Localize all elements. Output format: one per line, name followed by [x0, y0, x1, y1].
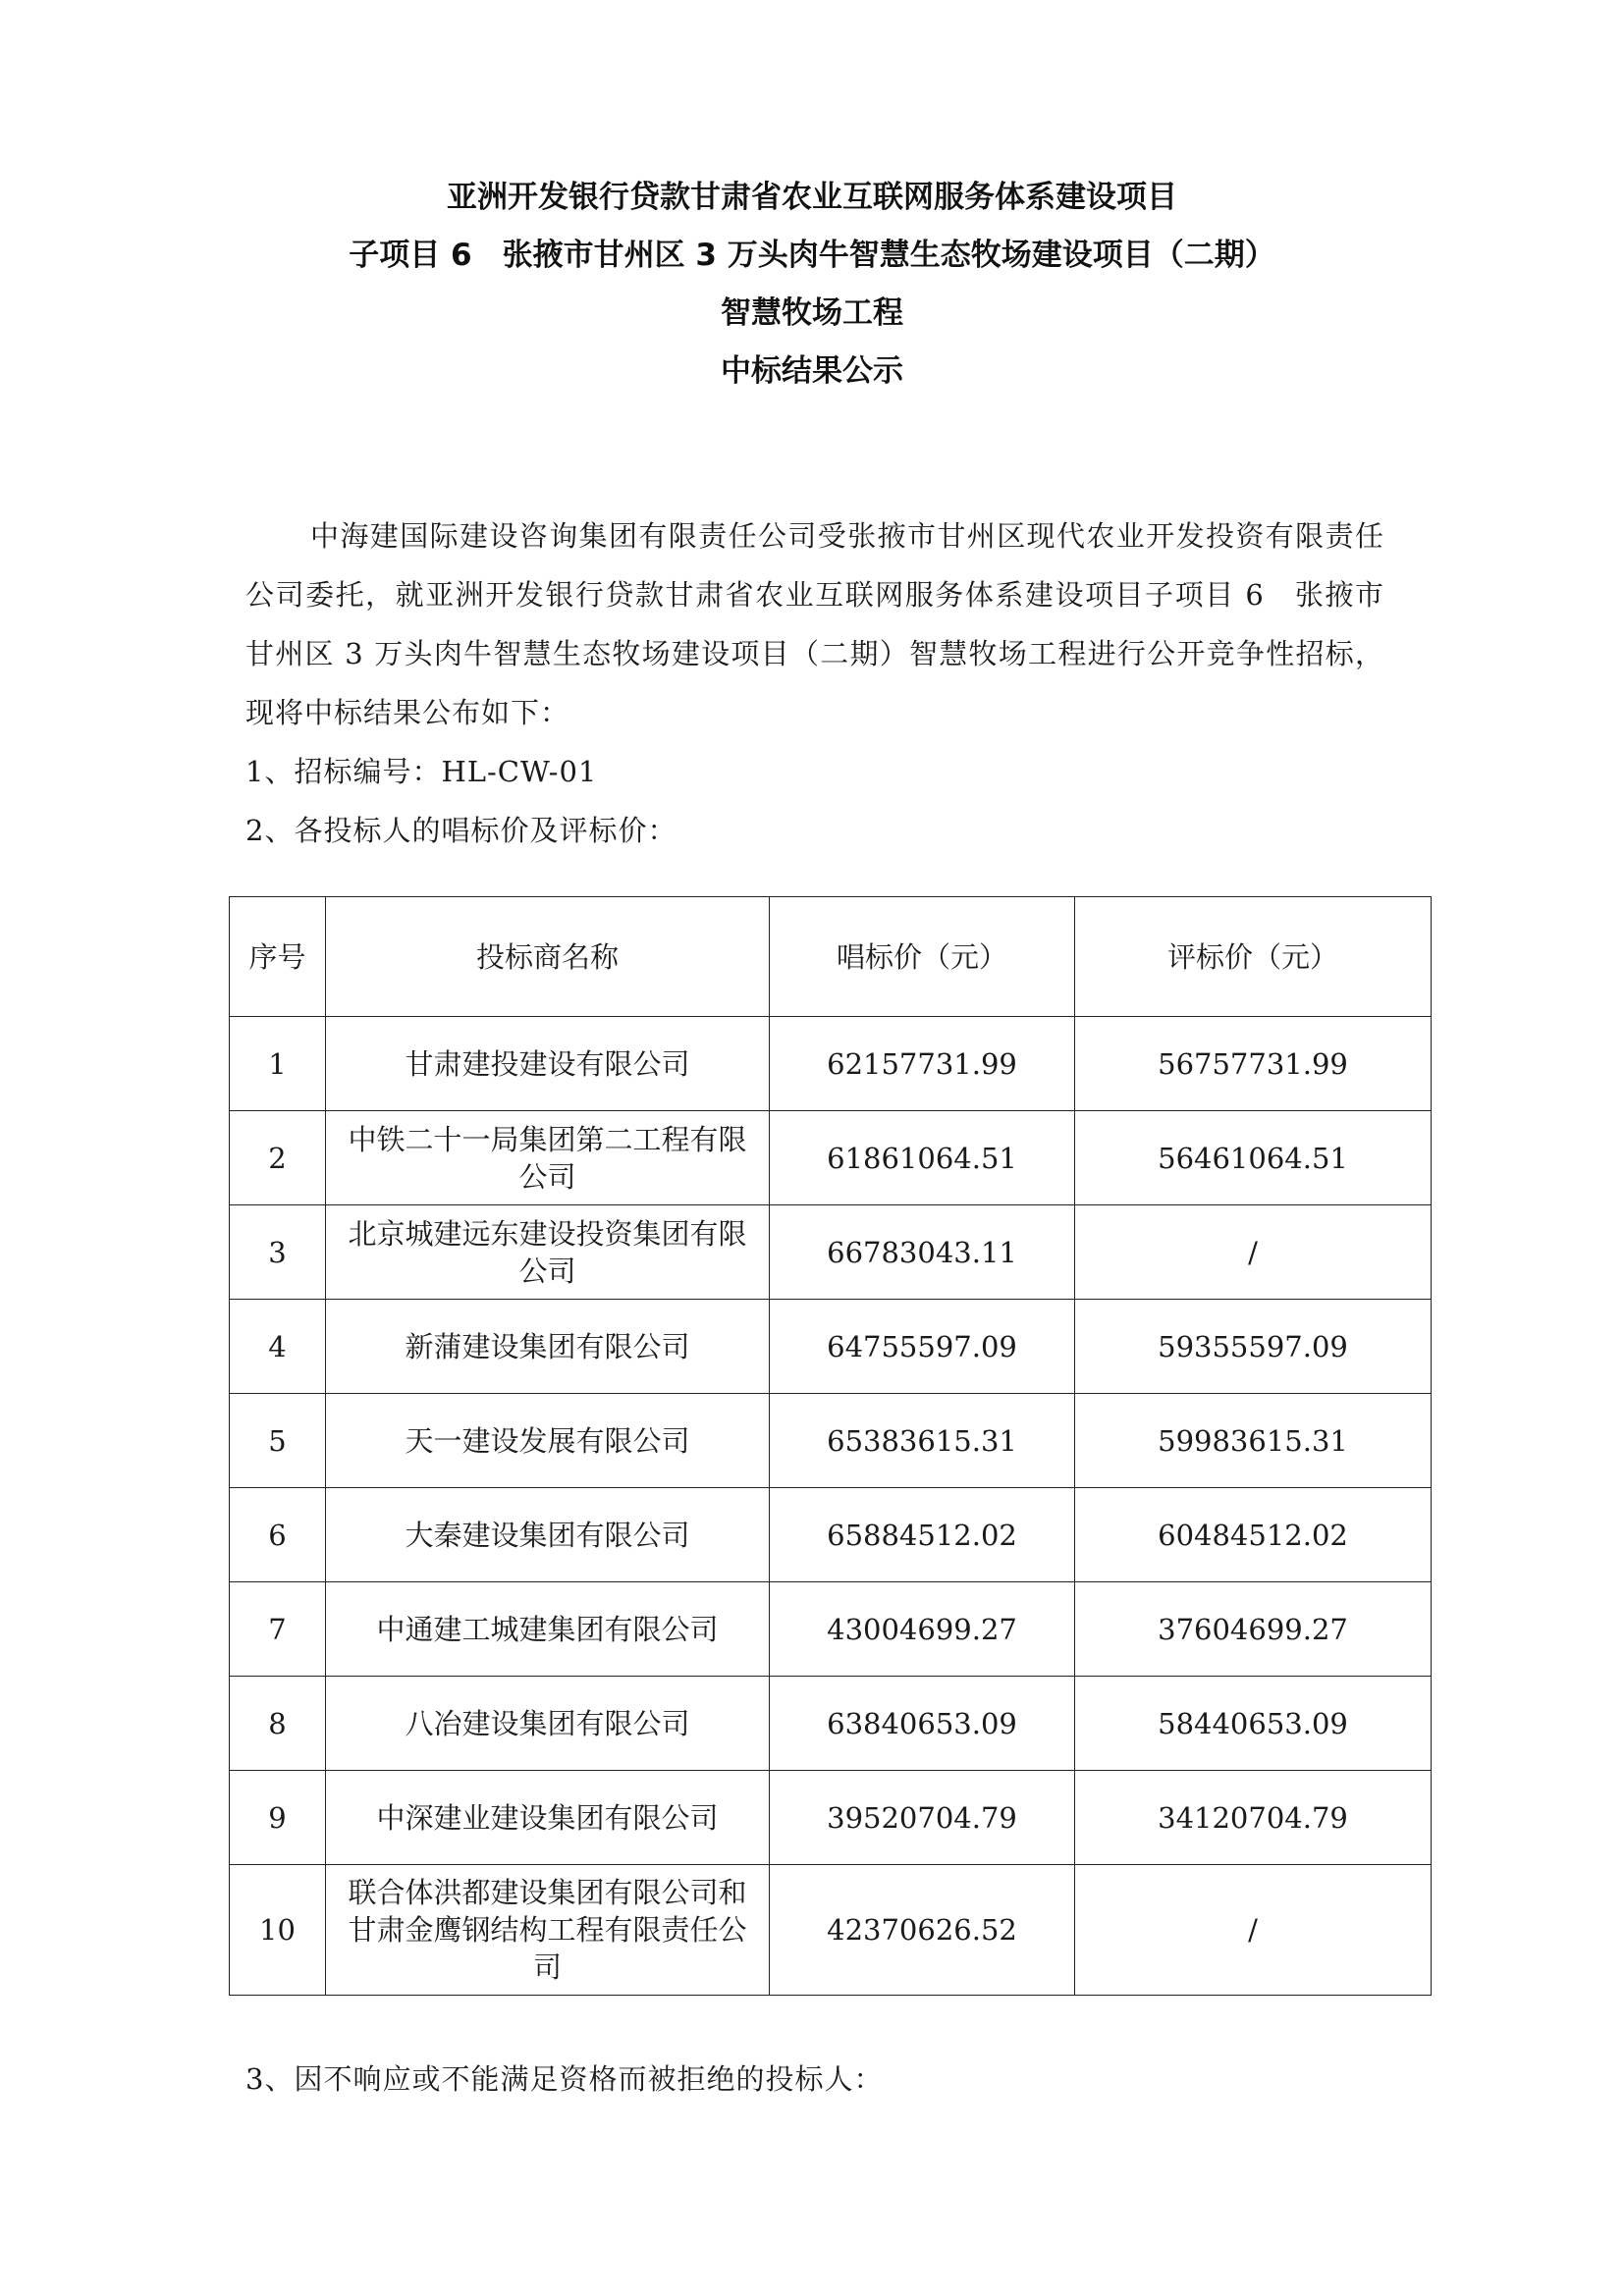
cell-bid-price: 66783043.11 [770, 1205, 1075, 1300]
title-project: 亚洲开发银行贷款甘肃省农业互联网服务体系建设项目 [447, 180, 1177, 215]
intro-paragraph: 中海建国际建设咨询集团有限责任公司受张掖市甘州区现代农业开发投资有限责任公司委托，就亚洲开发银行贷款甘肃省农业互联网服务体系建设项目子项目 6 张掖市甘州区 3 万头肉牛智慧生态牧场建设项目（二期）智慧牧场工程进行公开竞争性招标，现将中标结果公布如下： [245, 519, 1384, 729]
header-evaluated-price: 评标价（元） [1075, 897, 1432, 1017]
cell-bid-price: 64755597.09 [770, 1300, 1075, 1394]
cell-bid-price: 65884512.02 [770, 1488, 1075, 1582]
cell-serial: 4 [230, 1300, 326, 1394]
item-rejected-bidders-heading: 3、因不响应或不能满足资格而被拒绝的投标人： [245, 2062, 884, 2096]
cell-serial: 5 [230, 1394, 326, 1488]
rejected-bidders-section [245, 2050, 883, 2109]
cell-bid-price: 43004699.27 [770, 1582, 1075, 1677]
table-row [230, 1394, 1432, 1488]
document-title-block [0, 169, 1624, 400]
cell-bid-price: 63840653.09 [770, 1677, 1075, 1771]
table-row [230, 1488, 1432, 1582]
cell-serial: 8 [230, 1677, 326, 1771]
cell-evaluated-price: 37604699.27 [1075, 1582, 1432, 1677]
header-bid-price: 唱标价（元） [770, 897, 1075, 1017]
cell-bidder-name: 联合体洪都建设集团有限公司和甘肃金鹰钢结构工程有限责任公司 [326, 1865, 770, 1996]
cell-serial: 6 [230, 1488, 326, 1582]
cell-serial: 10 [230, 1865, 326, 1996]
title-announcement: 中标结果公示 [721, 353, 903, 389]
cell-serial: 1 [230, 1017, 326, 1111]
item-bid-number: 1、招标编号：HL-CW-01 [245, 755, 598, 788]
title-subproject: 子项目 6 张掖市甘州区 3 万头肉牛智慧生态牧场建设项目（二期） [349, 238, 1275, 273]
cell-bidder-name: 中铁二十一局集团第二工程有限公司 [326, 1111, 770, 1205]
title-engineering: 智慧牧场工程 [721, 295, 903, 331]
cell-evaluated-price: 59983615.31 [1075, 1394, 1432, 1488]
cell-evaluated-price: 58440653.09 [1075, 1677, 1432, 1771]
cell-evaluated-price: 56461064.51 [1075, 1111, 1432, 1205]
cell-bid-price: 39520704.79 [770, 1771, 1075, 1865]
cell-evaluated-price: 34120704.79 [1075, 1771, 1432, 1865]
table-row [230, 1677, 1432, 1771]
cell-evaluated-price: 60484512.02 [1075, 1488, 1432, 1582]
cell-bid-price: 62157731.99 [770, 1017, 1075, 1111]
cell-bidder-name: 天一建设发展有限公司 [326, 1394, 770, 1488]
cell-bidder-name: 北京城建远东建设投资集团有限公司 [326, 1205, 770, 1300]
table-header-row [230, 897, 1432, 1017]
cell-serial: 3 [230, 1205, 326, 1300]
cell-serial: 7 [230, 1582, 326, 1677]
table-row [230, 1582, 1432, 1677]
cell-serial: 9 [230, 1771, 326, 1865]
item-bid-prices-heading: 2、各投标人的唱标价及评标价： [245, 814, 677, 847]
cell-serial: 2 [230, 1111, 326, 1205]
cell-evaluated-price: / [1075, 1865, 1432, 1996]
header-bidder-name: 投标商名称 [326, 897, 770, 1017]
cell-evaluated-price: / [1075, 1205, 1432, 1300]
cell-bidder-name: 中深建业建设集团有限公司 [326, 1771, 770, 1865]
table-row [230, 1111, 1432, 1205]
cell-evaluated-price: 56757731.99 [1075, 1017, 1432, 1111]
bid-results-table [229, 896, 1432, 1996]
cell-bidder-name: 八冶建设集团有限公司 [326, 1677, 770, 1771]
cell-bidder-name: 甘肃建投建设有限公司 [326, 1017, 770, 1111]
cell-bid-price: 42370626.52 [770, 1865, 1075, 1996]
cell-bidder-name: 新蒲建设集团有限公司 [326, 1300, 770, 1394]
cell-bid-price: 65383615.31 [770, 1394, 1075, 1488]
table-row [230, 1300, 1432, 1394]
intro-section [245, 507, 1384, 860]
table-row [230, 1205, 1432, 1300]
table-row [230, 1865, 1432, 1996]
cell-bidder-name: 中通建工城建集团有限公司 [326, 1582, 770, 1677]
cell-evaluated-price: 59355597.09 [1075, 1300, 1432, 1394]
cell-bid-price: 61861064.51 [770, 1111, 1075, 1205]
table-row [230, 1017, 1432, 1111]
header-serial: 序号 [230, 897, 326, 1017]
cell-bidder-name: 大秦建设集团有限公司 [326, 1488, 770, 1582]
table-row [230, 1771, 1432, 1865]
